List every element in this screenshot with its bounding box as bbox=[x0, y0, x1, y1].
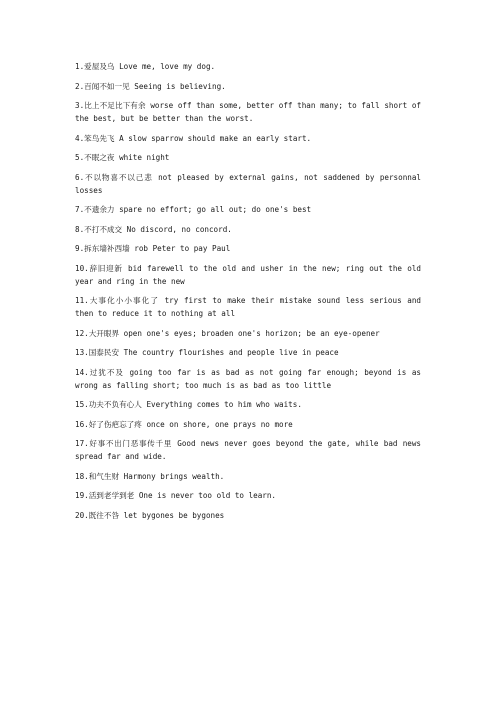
idiom-entry-3: 3.比上不足比下有余 worse off than some, better off than many; to fall short of the best, but be better than the worst. bbox=[75, 101, 421, 123]
idiom-entry-7: 7.不遗余力 spare no effort; go all out; do one's best bbox=[75, 205, 312, 214]
idiom-entry-12: 12.大开眼界 open one's eyes; broaden one's horizon; be an eye-opener bbox=[75, 328, 380, 338]
idiom-entry-9: 9.拆东墙补西墙 rob Peter to pay Paul bbox=[75, 244, 231, 253]
idiom-entry-2: 2.百闻不如一见 Seeing is believing. bbox=[75, 81, 226, 91]
idiom-entry-20: 20.既往不咎 let bygones be bygones bbox=[75, 510, 225, 520]
document-page bbox=[75, 60, 421, 528]
idiom-entry-15: 15.功夫不负有心人 Everything comes to him who waits. bbox=[75, 400, 302, 409]
idiom-entry-4: 4.笨鸟先飞 A slow sparrow should make an early start. bbox=[75, 133, 312, 143]
idiom-entry-1: 1.爱屋及乌 Love me, love my dog. bbox=[75, 62, 216, 71]
idiom-entry-19: 19.活到老学到老 One is never too old to learn. bbox=[75, 491, 277, 500]
idiom-entry-10: 10.辞旧迎新 bid farewell to the old and usher in the new; ring out the old year and ring in the new bbox=[75, 263, 421, 286]
idiom-entry-14: 14.过犹不及 going too far is as bad as not going far enough; beyond is as wrong as falling short; too much is as bad as too little bbox=[75, 367, 421, 390]
idiom-entry-8: 8.不打不成交 No discord, no concord. bbox=[75, 224, 232, 234]
idiom-entry-16: 16.好了伤疤忘了疼 once on shore, one prays no more bbox=[75, 419, 293, 429]
idiom-entry-5: 5.不眠之夜 white night bbox=[75, 153, 170, 162]
idiom-entry-17: 17.好事不出门恶事传千里 Good news never goes beyond the gate, while bad news spread far and wide. bbox=[75, 439, 421, 461]
idiom-entry-11: 11.大事化小小事化了 try first to make their mistake sound less serious and then to reduce it to nothing at all bbox=[75, 296, 421, 318]
idiom-entry-13: 13.国泰民安 The country flourishes and people live in peace bbox=[75, 348, 339, 357]
idiom-entry-18: 18.和气生财 Harmony brings wealth. bbox=[75, 471, 225, 481]
idiom-entry-6: 6.不以物喜不以己悲 not pleased by external gains, not saddened by personnal losses bbox=[75, 172, 421, 195]
